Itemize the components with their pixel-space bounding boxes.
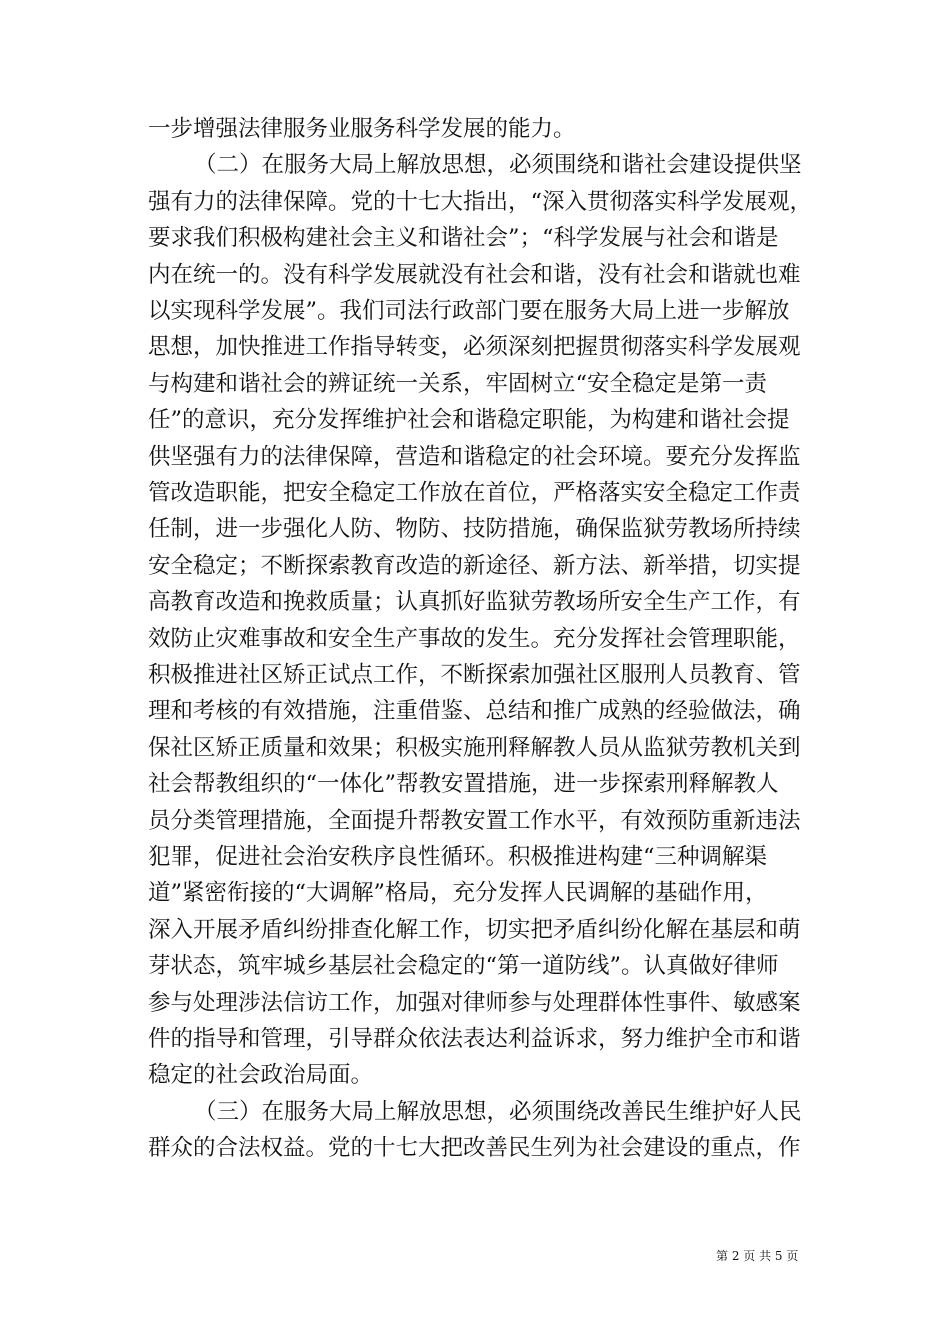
paragraph-3-first-line: （三）在服务大局上解放思想，必须围绕改善民生维护好人民 xyxy=(194,1099,802,1125)
body-text-line: 一步增强法律服务业服务科学发展的能力。 xyxy=(148,116,576,142)
body-text-line: 任制，进一步强化人防、物防、技防措施，确保监狱劳教场所持续 xyxy=(148,516,801,542)
body-text-line: 件的指导和管理，引导群众依法表达利益诉求，努力维护全市和谐 xyxy=(148,1026,801,1052)
body-text-line: 积极推进社区矫正试点工作，不断探索加强社区服刑人员教育、管 xyxy=(148,662,801,688)
body-text-line: 强有力的法律保障。党的十七大指出，“深入贯彻落实科学发展观， xyxy=(148,189,813,215)
body-text-line: 管改造职能，把安全稳定工作放在首位，严格落实安全稳定工作责 xyxy=(148,480,801,506)
body-text-line: 任”的意识，充分发挥维护社会和谐稳定职能，为构建和谐社会提 xyxy=(148,407,790,433)
body-text-line: 高教育改造和挽救质量；认真抓好监狱劳教场所安全生产工作，有 xyxy=(148,589,801,615)
body-text-line: 与构建和谐社会的辨证统一关系，牢固树立“安全稳定是第一责 xyxy=(148,371,768,397)
body-text-line: 社会帮教组织的“一体化”帮教安置措施，进一步探索刑释解教人 xyxy=(148,771,779,797)
body-text-line: 内在统一的。没有科学发展就没有社会和谐，没有社会和谐就也难 xyxy=(148,262,801,288)
body-text-line: 思想，加快推进工作指导转变，必须深刻把握贯彻落实科学发展观 xyxy=(148,334,801,360)
page-number: 第 2 页 共 5 页 xyxy=(716,1249,799,1263)
body-text-line: 保社区矫正质量和效果；积极实施刑释解教人员从监狱劳教机关到 xyxy=(148,735,801,761)
body-text-line: 犯罪，促进社会治安秩序良性循环。积极推进构建“三种调解渠 xyxy=(148,844,768,870)
body-text-line: 参与处理涉法信访工作，加强对律师参与处理群体性事件、敏感案 xyxy=(148,990,801,1016)
body-text-line: 安全稳定；不断探索教育改造的新途径、新方法、新举措，切实提 xyxy=(148,553,801,579)
body-text-line: 员分类管理措施，全面提升帮教安置工作水平，有效预防重新违法 xyxy=(148,808,801,834)
body-text-line: 效防止灾难事故和安全生产事故的发生。充分发挥社会管理职能， xyxy=(148,626,801,652)
paragraph-2-first-line: （二）在服务大局上解放思想，必须围绕和谐社会建设提供坚 xyxy=(194,152,802,178)
body-text-line: 道”紧密衔接的“大调解”格局，充分发挥人民调解的基础作用， xyxy=(148,880,768,906)
body-text-line: 理和考核的有效措施，注重借鉴、总结和推广成熟的经验做法，确 xyxy=(148,698,801,724)
body-text-line: 以实现科学发展”。我们司法行政部门要在服务大局上进一步解放 xyxy=(148,298,790,324)
body-text-line: 要求我们积极构建社会主义和谐社会”；“科学发展与社会和谐是 xyxy=(148,225,779,251)
body-text-line: 供坚强有力的法律保障，营造和谐稳定的社会环境。要充分发挥监 xyxy=(148,444,801,470)
body-text-line: 芽状态，筑牢城乡基层社会稳定的“第一道防线”。认真做好律师 xyxy=(148,953,779,979)
body-text-line: 稳定的社会政治局面。 xyxy=(148,1062,374,1088)
body-text-line: 群众的合法权益。党的十七大把改善民生列为社会建设的重点，作 xyxy=(148,1135,801,1161)
body-text-line: 深入开展矛盾纠纷排查化解工作，切实把矛盾纠纷化解在基层和萌 xyxy=(148,917,801,943)
